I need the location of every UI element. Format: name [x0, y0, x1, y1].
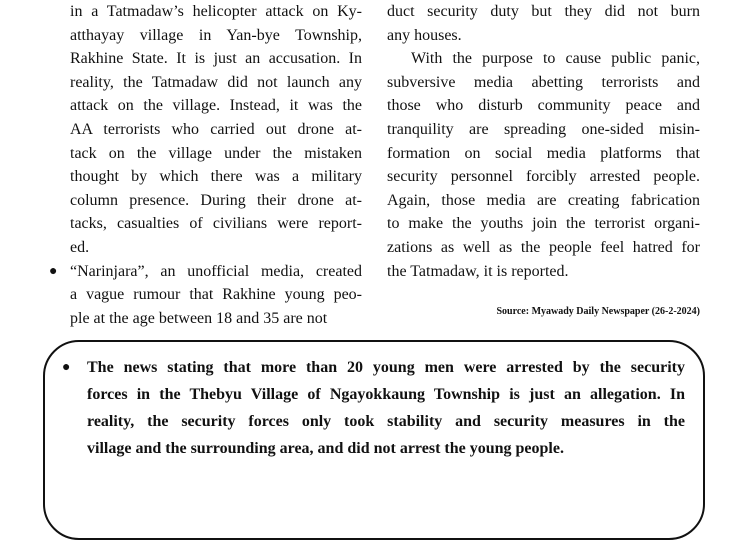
text-line: a vague rumour that Rakhine young peo- [70, 286, 362, 304]
text-line: the Tatmadaw, it is reported. [387, 262, 569, 280]
right-column [387, 0, 700, 283]
text-line: attack on the village. Instead, it was the [70, 97, 362, 115]
bullet-icon: ● [62, 360, 71, 375]
text-line: those who disturb community peace and [387, 97, 700, 115]
text-line: AA terrorists who carried out drone at- [70, 120, 362, 138]
text-line: forces in the Thebyu Village of Ngayokkaung Township is just an allegation. In [87, 386, 685, 403]
text-line: reality, the security forces only took stability and security measures in the [87, 413, 685, 430]
text-line: thought by which there was a military [70, 168, 362, 186]
text-line: tacks, casualties of civilians were report- [70, 215, 362, 233]
text-line: in a Tatmadaw’s helicopter attack on Ky- [70, 3, 362, 20]
bullet-text [70, 260, 362, 331]
text-line: The news stating that more than 20 young men were arrested by the security [87, 359, 685, 376]
right-paragraph-2 [387, 47, 700, 283]
text-line: to make the youths join the terrorist organi- [387, 215, 700, 233]
text-line: reality, the Tatmadaw did not launch any [70, 73, 362, 91]
text-line: subversive media abetting terrorists and [387, 73, 700, 91]
text-line: ple at the age between 18 and 35 are not [70, 309, 328, 327]
text-line: tack on the village under the mistaken [70, 144, 362, 162]
left-paragraph-1 [70, 0, 362, 260]
text-line: any houses. [387, 26, 462, 44]
text-line: duct security duty but they did not burn [387, 3, 700, 20]
text-line: formation on social media platforms that [387, 144, 700, 162]
left-column [49, 0, 362, 330]
text-line: Rakhine State. It is just an accusation. In [70, 50, 362, 68]
text-line: security personnel forcibly arrested people. [387, 168, 700, 186]
text-line: zations as well as the people feel hatred for [387, 238, 700, 256]
text-line: Again, those media are creating fabrication [387, 191, 700, 209]
text-line: ed. [70, 238, 90, 256]
bullet-item-narinjara [49, 260, 362, 331]
text-line: atthayay village in Yan-bye Township, [70, 26, 362, 44]
text-line: column presence. During their drone at- [70, 191, 362, 209]
bullet-icon: ● [49, 263, 58, 279]
text-line: With the purpose to cause public panic, [411, 50, 700, 68]
source-citation: Source: Myawady Daily Newspaper (26-2-2024) [496, 306, 700, 317]
text-line: “Narinjara”, an unofficial media, created [70, 262, 362, 280]
right-paragraph-1 [387, 0, 700, 47]
text-line: village and the surrounding area, and did not arrest the young people. [87, 440, 564, 457]
text-line: tranquility are spreading one-sided misin- [387, 120, 700, 138]
callout-text [87, 354, 685, 462]
